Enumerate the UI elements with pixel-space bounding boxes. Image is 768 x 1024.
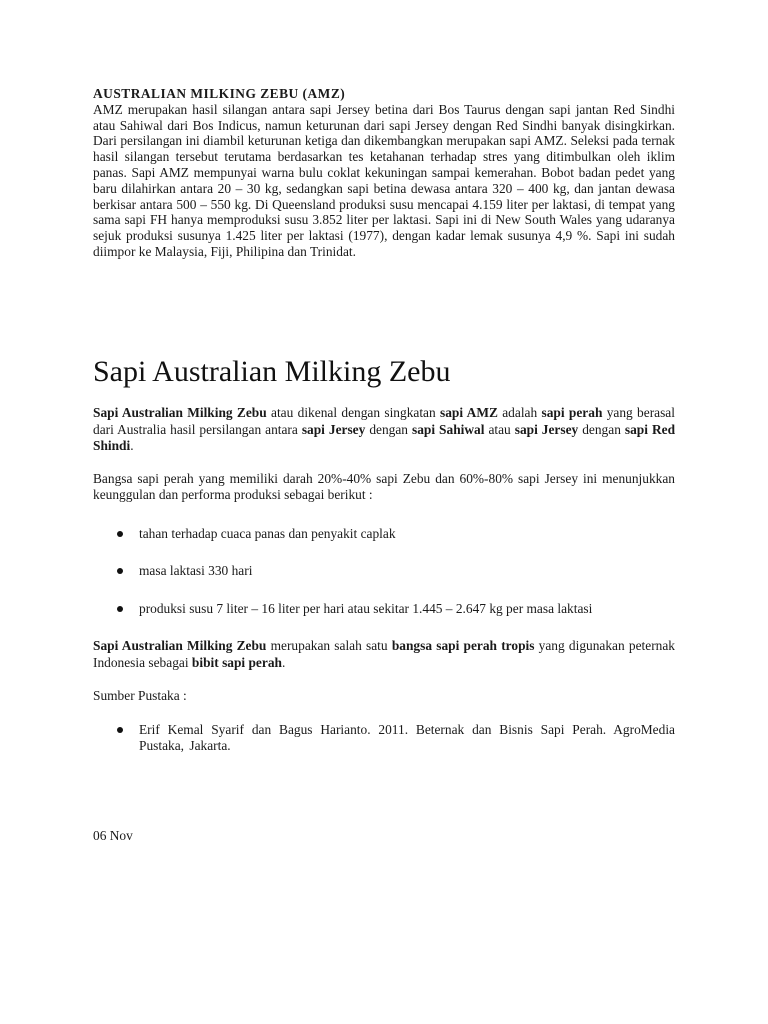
bold-term: sapi Jersey — [514, 421, 579, 437]
reference-list — [93, 722, 675, 755]
text-run: yang digunakan peternak Indonesia sebagai — [93, 638, 675, 670]
sources-label: Sumber Pustaka : — [93, 688, 187, 703]
post-date: 06 Nov — [93, 828, 133, 843]
text-run: adalah — [497, 405, 542, 420]
bold-term: sapi Jersey — [301, 421, 366, 437]
amz-section — [93, 86, 675, 260]
text-run: atau dikenal dengan singkatan — [266, 405, 441, 420]
performance-paragraph: Bangsa sapi perah yang memiliki darah 20%-40% sapi Zebu dan 60%-80% sapi Jersey ini menunjukkan keunggulan dan performa produksi sebagai berikut : — [93, 470, 675, 502]
amz-section-body: AMZ merupakan hasil silangan antara sapi Jersey betina dari Bos Taurus dengan sapi jantan Red Sindhi atau Sahiwal dari Bos Indicus, namun keturunan dari sapi Jersey dengan Red Sindhi banyak disingkirkan. Dari persilangan ini diambil keturunan ketiga dan dikembangkan merupakan sapi AMZ. Seleksi pada ternak hasil silangan tersebut terutama berdasarkan tes ketahanan terhadap stres yang ditimbulkan oleh iklim panas. Sapi AMZ mempunyai warna bulu coklat kekuningan sampai kemerahan. Bobot badan pedet yang baru dilahirkan antara 20 – 30 kg, sedangkan sapi betina dewasa antara 320 – 400 kg, dan jantan dewasa berkisar antara 500 – 550 kg. Di Queensland produksi susu mencapai 4.159 liter per laktasi, di tempat yang sama sapi FH hanya memproduksi susu 3.852 liter per laktasi. Sapi ini di New South Wales yang udaranya sejuk produksi susunya 1.425 liter per laktasi (1977), dengan kadar lemak susunya 4,9 %. Sapi ini sudah diimpor ke Malaysia, Fiji, Philipina dan Trinidat. — [93, 101, 675, 259]
summary-paragraph — [93, 638, 675, 671]
text-run: dengan — [578, 421, 625, 437]
text-run: merupakan salah satu — [266, 638, 392, 653]
bold-term: bibit sapi perah — [191, 654, 282, 670]
bold-term: sapi AMZ — [440, 405, 498, 420]
bold-term: Sapi Australian Milking Zebu — [93, 405, 267, 420]
text-run: atau — [484, 421, 515, 437]
text-run: yang berasal dari Australia hasil persilangan antara — [93, 405, 675, 437]
reference-item: Erif Kemal Syarif dan Bagus Harianto. 2011. Beternak dan Bisnis Sapi Perah. AgroMedia Pustaka, Jakarta. — [139, 721, 675, 753]
bold-term: sapi perah — [541, 405, 603, 420]
bold-term: sapi Red Shindi — [93, 421, 676, 453]
bold-term: Sapi Australian Milking Zebu — [93, 638, 267, 653]
intro-paragraph — [93, 405, 675, 455]
amz-section-title: AUSTRALIAN MILKING ZEBU (AMZ) — [93, 86, 346, 101]
text-run: dengan — [365, 421, 412, 437]
performance-list — [93, 526, 675, 618]
bold-term: sapi Sahiwal — [411, 421, 485, 437]
text-run: . — [281, 654, 286, 670]
text-run: . — [130, 438, 134, 453]
list-item: produksi susu 7 liter – 16 liter per hari atau sekitar 1.445 – 2.647 kg per masa laktasi — [139, 601, 675, 618]
list-item: masa laktasi 330 hari — [139, 563, 675, 580]
article-heading: Sapi Australian Milking Zebu — [93, 355, 451, 388]
bold-term: bangsa sapi perah tropis — [391, 638, 535, 653]
article-body — [93, 405, 675, 755]
list-item: tahan terhadap cuaca panas dan penyakit caplak — [139, 526, 675, 543]
